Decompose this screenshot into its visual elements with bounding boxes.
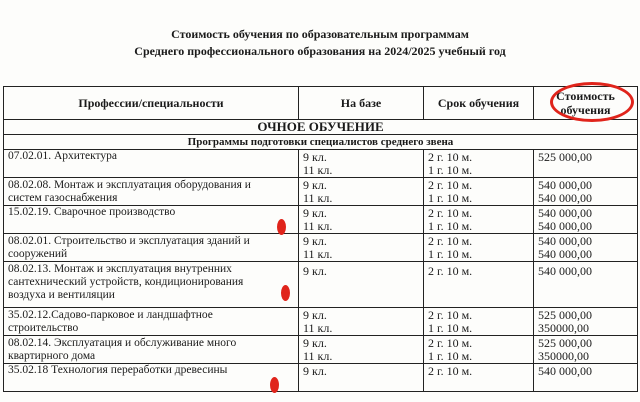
duration-cell [424,262,534,308]
cost-line: 540 000,00 [538,191,592,205]
base-cell [299,150,424,178]
table-row [4,178,638,206]
title-line-1: Стоимость обучения по образовательным программам [171,27,469,41]
duration-line: 1 г. 10 м. [428,321,473,335]
program-name-cell [4,234,299,262]
program-name-line: 08.02.01. Строительство и эксплуатация зданий и [8,235,250,247]
header-base: На базе [299,87,424,120]
table-row [4,206,638,234]
duration-cell [424,336,534,364]
red-mark [277,219,286,235]
tuition-table [3,86,638,392]
program-name-cell [4,336,299,364]
cost-line: 525 000,00 [538,150,592,164]
cost-line: 540 000,00 [538,234,592,248]
base-cell [299,206,424,234]
program-name-line: воздуха и вентиляции [8,289,115,301]
program-name-line: квартирного дома [8,350,96,362]
program-name-line: строительство [8,322,79,334]
program-name-line: сооружений [8,248,68,260]
base-line: 9 кл. [303,234,327,248]
section-row [4,120,638,135]
cost-line: 540 000,00 [538,219,592,233]
cost-line: 540 000,00 [538,364,592,378]
base-line: 9 кл. [303,264,327,278]
base-line: 11 кл. [303,219,333,233]
duration-line: 1 г. 10 м. [428,191,473,205]
program-name-line: 07.02.01. Архитектура [8,150,118,162]
cost-cell [534,262,638,308]
cost-cell [534,336,638,364]
base-cell [299,234,424,262]
duration-cell [424,206,534,234]
duration-line: 2 г. 10 м. [428,178,473,192]
duration-line: 1 г. 10 м. [428,219,473,233]
base-line: 11 кл. [303,349,333,363]
table-row [4,150,638,178]
duration-line: 2 г. 10 м. [428,264,473,278]
base-cell [299,308,424,336]
section-title: ОЧНОЕ ОБУЧЕНИЕ [4,120,638,135]
program-name-line: 08.02.13. Монтаж и эксплуатация внутренних [8,263,232,275]
cost-line: 540 000,00 [538,264,592,278]
cost-cell [534,206,638,234]
red-mark [270,377,279,393]
base-line: 9 кл. [303,364,327,378]
table-row [4,336,638,364]
title-line-2: Среднего профессионального образования на 2024/2025 учебный год [134,44,506,58]
cost-line: 525 000,00 [538,336,592,350]
duration-line: 2 г. 10 м. [428,206,473,220]
cost-cell [534,178,638,206]
duration-line: 1 г. 10 м. [428,163,473,177]
base-line: 11 кл. [303,191,333,205]
base-cell [299,178,424,206]
cost-line: 350000,00 [538,349,589,363]
program-name-line: сантехнический устройств, кондиционирования [8,276,244,288]
base-cell [299,336,424,364]
duration-line: 2 г. 10 м. [428,150,473,164]
program-name-line: 35.02.12.Садово-парковое и ландшафтное [8,309,213,321]
duration-cell [424,234,534,262]
program-name-line: 08.02.14. Эксплуатация и обслуживание много [8,337,237,349]
cost-cell [534,234,638,262]
subsection-row [4,135,638,150]
duration-line: 2 г. 10 м. [428,364,473,378]
cost-line [538,164,633,177]
base-line: 9 кл. [303,336,327,350]
base-line: 11 кл. [303,321,333,335]
table-row [4,262,638,308]
duration-cell [424,308,534,336]
program-name-cell [4,364,299,392]
base-line: 9 кл. [303,150,327,164]
program-name-line: систем газоснабжения [8,192,118,204]
red-mark [281,285,290,301]
duration-line: 2 г. 10 м. [428,234,473,248]
duration-cell [424,364,534,392]
program-name-line: 15.02.19. Сварочное производство [8,206,176,218]
table-row [4,364,638,392]
program-name-cell [4,308,299,336]
cost-cell [534,364,638,392]
program-name-cell [4,178,299,206]
cost-line: 540 000,00 [538,178,592,192]
duration-line: 2 г. 10 м. [428,336,473,350]
base-line: 11 кл. [303,163,333,177]
header-duration: Срок обучения [424,87,534,120]
duration-cell [424,150,534,178]
cost-line: 540 000,00 [538,206,592,220]
duration-line: 1 г. 10 м. [428,247,473,261]
base-cell [299,364,424,392]
base-line: 9 кл. [303,206,327,220]
program-name-line: 35.02.18 Технология переработки древесины [8,364,228,376]
table-row [4,234,638,262]
program-name-cell [4,206,299,234]
cost-cell [534,308,638,336]
subsection-title: Программы подготовки специалистов среднего звена [4,135,638,150]
base-line: 9 кл. [303,308,327,322]
cost-line: 525 000,00 [538,308,592,322]
duration-cell [424,178,534,206]
header-profession: Профессии/специальности [4,87,299,120]
base-line: 11 кл. [303,247,333,261]
program-name-cell [4,150,299,178]
document-title [0,26,640,60]
header-row [4,87,638,120]
program-name-cell [4,262,299,308]
header-cost: Стоимость обучения [534,87,638,120]
duration-line: 2 г. 10 м. [428,308,473,322]
base-line: 9 кл. [303,178,327,192]
cost-line: 540 000,00 [538,247,592,261]
cost-line: 350000,00 [538,321,589,335]
duration-line: 1 г. 10 м. [428,349,473,363]
program-name-line: 08.02.08. Монтаж и эксплуатация оборудования и [8,179,251,191]
base-cell [299,262,424,308]
table-row [4,308,638,336]
cost-cell [534,150,638,178]
